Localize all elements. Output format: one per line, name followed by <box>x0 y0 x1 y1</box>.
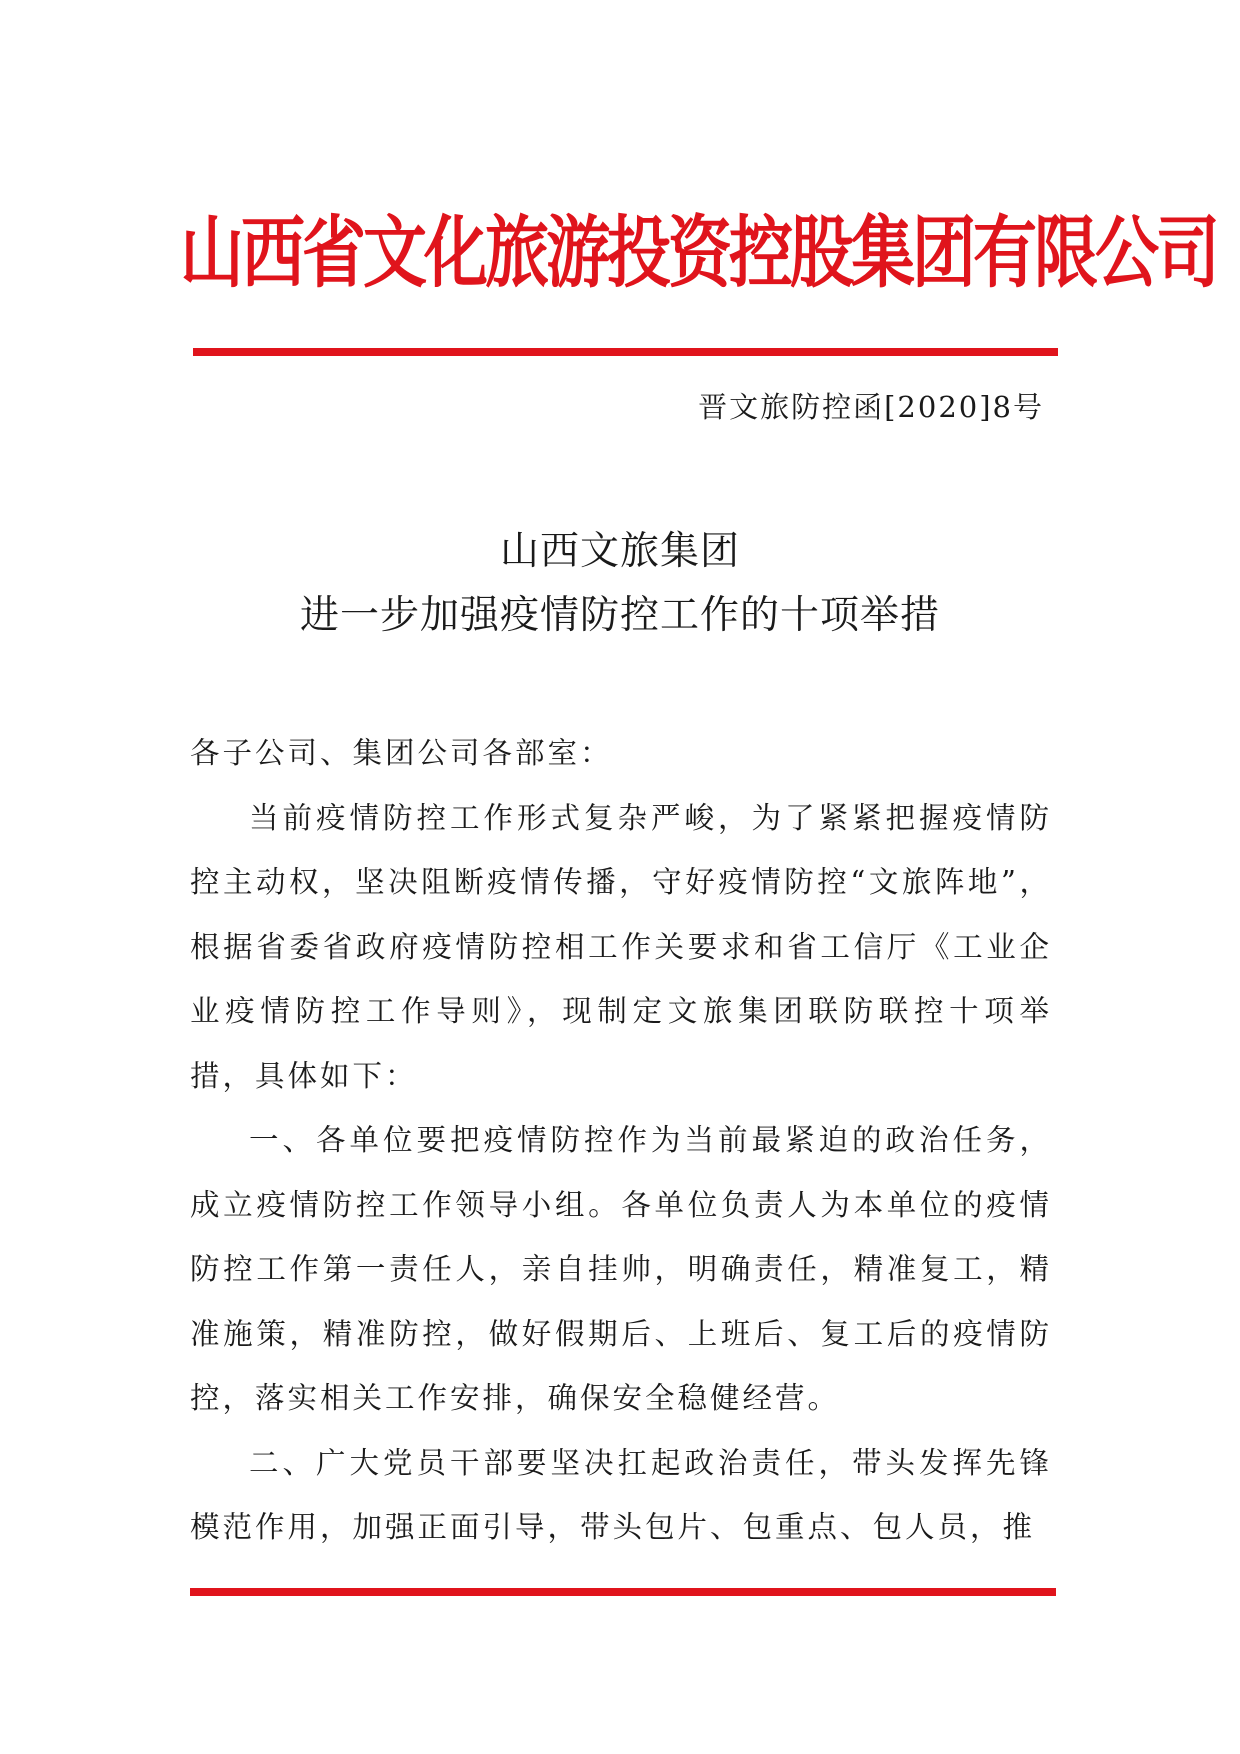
organization-header: 山西省文化旅游投资控股集团有限公司 <box>180 208 1217 300</box>
document-body <box>190 721 1052 1560</box>
document-number: 晋文旅防控函[2020]8号 <box>698 390 1044 424</box>
paragraph-measure-1: 一、各单位要把疫情防控作为当前最紧迫的政治任务，成立疫情防控工作领导小组。各单位负责人为本单位的疫情防控工作第一责任人，亲自挂帅，明确责任，精准复工，精准施策，精准防控，做好假期后、上班后、复工后的疫情防控，落实相关工作安排，确保安全稳健经营。 <box>190 1123 1052 1415</box>
red-separator-top <box>193 348 1058 356</box>
paragraph-measure-2: 二、广大党员干部要坚决扛起政治责任，带头发挥先锋模范作用，加强正面引导，带头包片、包重点、包人员，推 <box>190 1445 1052 1544</box>
paragraph-intro: 当前疫情防控工作形式复杂严峻，为了紧紧把握疫情防控主动权，坚决阻断疫情传播，守好疫情防控“文旅阵地”，根据省委省政府疫情防控相工作关要求和省工信厅《工业企业疫情防控工作导则》，现制定文旅集团联防联控十项举措，具体如下： <box>190 800 1052 1093</box>
document-title-line-1: 山西文旅集团 <box>499 529 740 574</box>
document-title-line-2: 进一步加强疫情防控工作的十项举措 <box>299 593 940 638</box>
salutation: 各子公司、集团公司各部室： <box>190 736 613 770</box>
red-separator-bottom <box>190 1588 1056 1596</box>
